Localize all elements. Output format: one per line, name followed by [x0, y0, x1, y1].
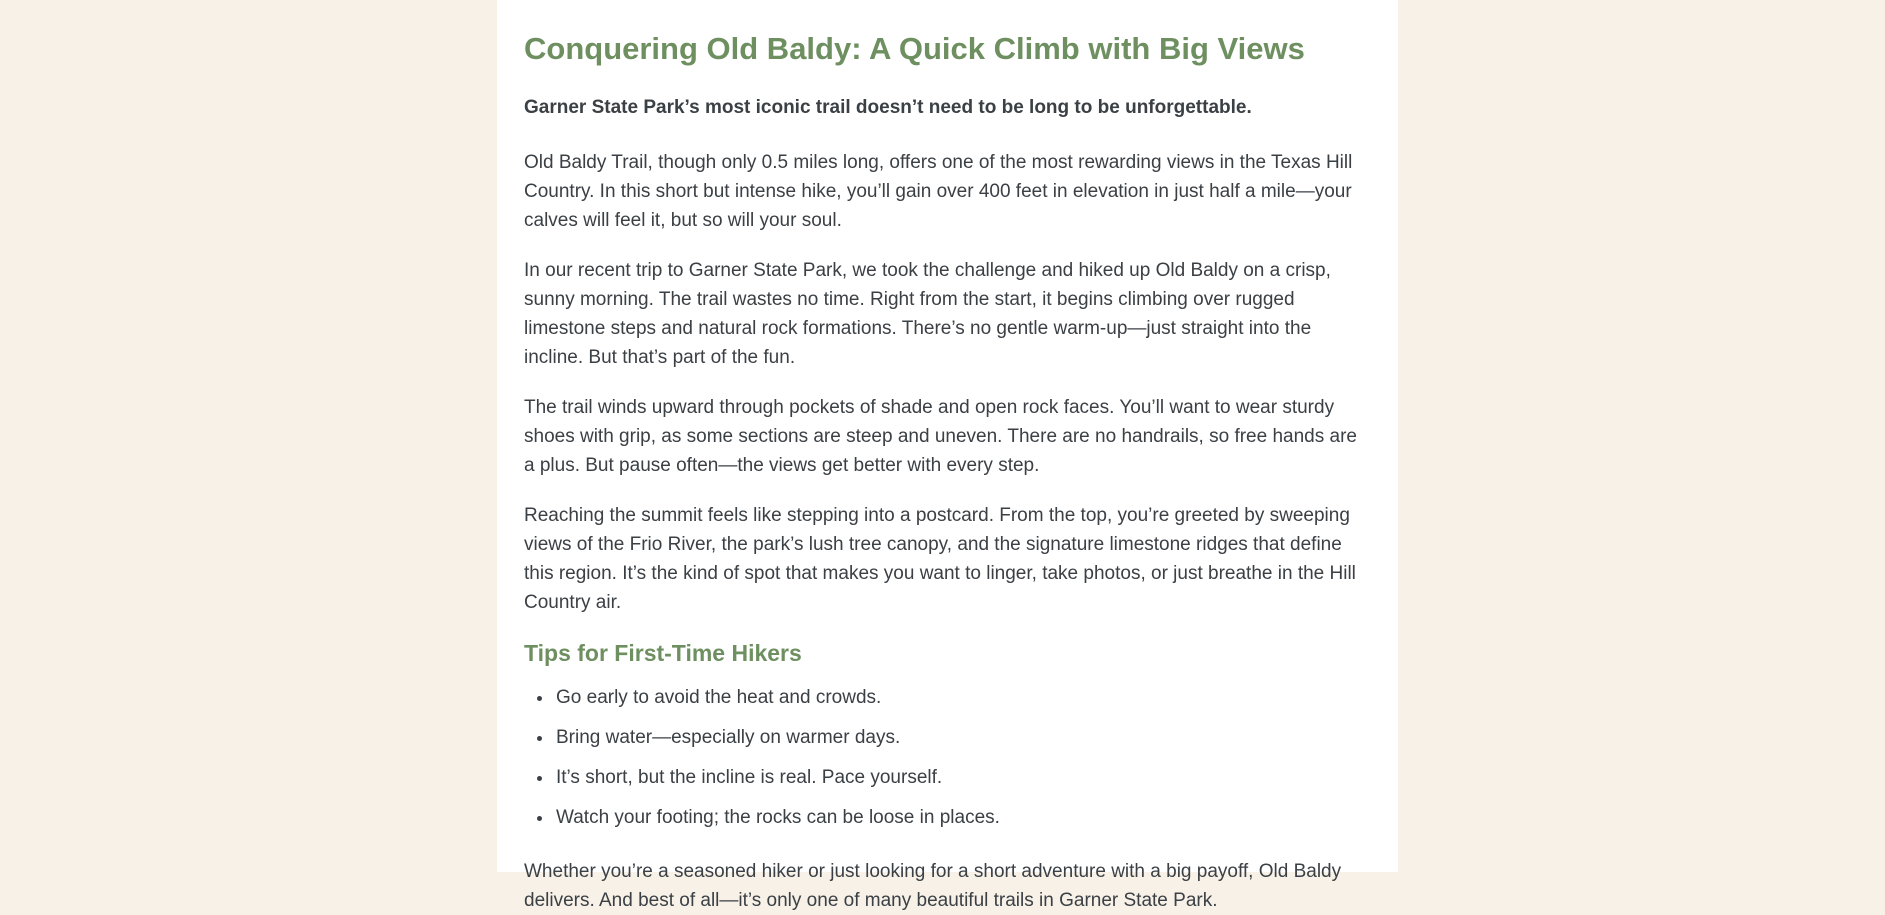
article-paragraph: Reaching the summit feels like stepping into a postcard. From the top, you’re greeted by sweeping views of the Frio River, the park’s lush tree canopy, and the signature limestone ridges that define this region. It’s the kind of spot that makes you want to linger, take photos, or just breathe in the Hill Country air.: [524, 505, 1356, 613]
article-paragraph: In our recent trip to Garner State Park, we took the challenge and hiked up Old Baldy on a crisp, sunny morning. The trail wastes no time. Right from the start, it begins climbing over rugged limestone steps and natural rock formations. There’s no gentle warm-up—just straight into the incline. But that’s part of the fun.: [524, 260, 1331, 368]
tips-heading: Tips for First-Time Hikers: [524, 640, 802, 666]
tips-list-item: • Bring water—especially on warmer days.: [554, 723, 1371, 752]
tips-list-item: • Go early to avoid the heat and crowds.: [554, 683, 1371, 712]
article-intro: Garner State Park’s most iconic trail doesn’t need to be long to be unforgettable.: [524, 97, 1252, 118]
article-body: [524, 148, 1371, 617]
tips-list: [524, 683, 1371, 832]
article-panel: [497, 0, 1398, 911]
article-closing: Whether you’re a seasoned hiker or just looking for a short adventure with a big payoff, Old Baldy delivers. And best of all—it’s only one of many beautiful trails in Garner State Park.: [524, 861, 1342, 911]
article-paragraph: The trail winds upward through pockets of shade and open rock faces. You’ll want to wear sturdy shoes with grip, as some sections are steep and uneven. There are no handrails, so free hands are a plus. But pause often—the views get better with every step.: [524, 397, 1357, 476]
article-paragraph: Old Baldy Trail, though only 0.5 miles long, offers one of the most rewarding views in the Texas Hill Country. In this short but intense hike, you’ll gain over 400 feet in elevation in just half a mile—your calves will feel it, but so will your soul.: [524, 152, 1353, 231]
article-title: Conquering Old Baldy: A Quick Climb with Big Views: [524, 31, 1305, 66]
tips-list-item: • Watch your footing; the rocks can be loose in places.: [554, 803, 1371, 832]
tips-list-item: • It’s short, but the incline is real. Pace yourself.: [554, 763, 1371, 792]
